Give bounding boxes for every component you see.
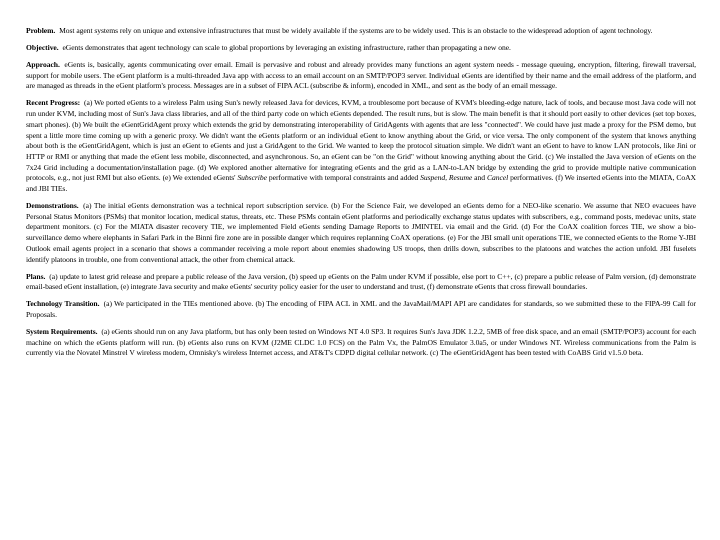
- objective-paragraph: [26, 43, 696, 54]
- plans-text: (a) update to latest grid release and prepare a public release of the Java version, (b) speed up eGents on the Palm under KVM if possible, else port to C++, (c) prepare a public release of Palm version, (d) demonstrate email-based eGent installation, (e) integrate Java security and make eGents' security policy easier for the user to understand and trust, (f) demonstrate eGents that cross firewall boundaries.: [26, 271, 696, 292]
- demonstrations-heading: Demonstrations.: [26, 201, 79, 211]
- demonstrations-text: (a) The initial eGents demonstration was a technical report subscription service. (b) For the Science Fair, we developed an eGents demo for a NEO-like scenario. We assume that NEO evacuees have Personal Status Monitors (PSMs) that monitor location, medical status, threats, etc. These PSMs contain eGent platforms and periodically exchange status updates with subscribers, e.g., command posts, medevac units, state department monitors. (c) For the MIATA disaster recovery TIE, we implemented Field eGents sending Damage Reports to JMINTEL via email and the Grid. (d) For the CoAX coalition forces TIE, we show a bio-surveillance demo where elephants in Safari Park in the Binni fire zone are in possible danger which requires replanning CoAX operations. (e) For the JBI small unit operations TIE, we connected eGents to the Rome Y-JBI Outlook email agents project in a scenario that shows a commander receiving a mole report about enemies shadowing US troops, then drills down, subscribes to the platoons and watches the action unfold. JBI fuselets identify platoons in trouble, one from conventional attack, the other from chemical attack.: [26, 201, 696, 264]
- transition-text: (a) We participated in the TIEs mentioned above. (b) The encoding of FIPA ACL in XML and the JavaMail/MAPI API are candidates for standards, so we submitted these to the FIPA-99 Call for Proposals.: [26, 299, 696, 319]
- demonstrations-paragraph: [26, 201, 696, 265]
- progress-suspend-resume-terms: Suspend, Resume: [420, 173, 473, 183]
- progress-text-1: (a) We ported eGents to a wireless Palm using Sun's newly released Java for devices, KVM, a troublesome port because of KVM's bleeding-edge nature, lack of tools, and because most Java code will not run under KVM, including most of Sun's Java class libraries, and all of the third party code on which eGents depended. The result runs, but is slow. The main benefit is that it should port easily to other devices (set top boxes, smart phones). (b) We built the eGentGridAgent proxy which extends the grid by demonstrating interoperability of GridAgents with agents that are less "connected". We could have just made a proxy for the PSM demo, but spent a little more time coming up with a generic proxy. We didn't want the eGents platform or an individual eGent to know anything about the Grid, or vice versa. The only component of the system that knows anything about both is the eGentGridAgent, which is just an eGent to eGents and just a GridAgent to the Grid. We wanted to keep the protocol situation simple. We didn't want an eGent to have to know LAN protocols, like Jini or HTTP or RMI or anything that made the eGent less mobile, disconnected, and asynchronous. So, an eGent can be "on the Grid" without knowing anything about the Grid. (c) We installed the Java version of eGents on the 7x24 Grid including a documentation/installation page. (d) We explored another alternative for integrating eGents and the grid as a LAN-to-LAN bridge by extending the grid to provide multiple native communication protocols, e.g., not just RMI but also eGents. (e) We extended eGents': [26, 98, 696, 183]
- requirements-paragraph: [26, 327, 696, 359]
- objective-text: eGents demonstrates that agent technology can scale to global proportions by leveraging an existing infrastructure, rather than propagating a new one.: [62, 43, 511, 52]
- progress-text-4: performatives. (f) We inserted eGents into the MIATA, CoAX and JBI TIEs.: [26, 173, 696, 194]
- problem-heading: Problem.: [26, 26, 56, 35]
- progress-text-2: performative with temporal constraints and added: [268, 173, 419, 183]
- requirements-heading: System Requirements.: [26, 326, 98, 336]
- approach-paragraph: [26, 60, 696, 92]
- problem-text: Most agent systems rely on unique and extensive infrastructures that must be widely available if the systems are to be widely used. This is an obstacle to the widespread adoption of agent technology.: [59, 26, 653, 35]
- plans-heading: Plans.: [26, 271, 46, 281]
- progress-cancel-term: Cancel: [486, 173, 509, 183]
- progress-heading: Recent Progress:: [26, 98, 81, 108]
- progress-subscribe-term: Subscribe: [237, 173, 267, 183]
- approach-heading: Approach.: [26, 60, 60, 69]
- progress-text-3: and: [474, 173, 485, 183]
- transition-paragraph: [26, 299, 696, 320]
- transition-heading: Technology Transition.: [26, 299, 100, 309]
- problem-paragraph: [26, 26, 696, 37]
- plans-paragraph: [26, 272, 696, 293]
- objective-heading: Objective.: [26, 43, 59, 52]
- progress-paragraph: [26, 98, 696, 194]
- approach-text: eGents is, basically, agents communicating over email. Email is pervasive and robust and already provides many functions an agent system needs - message queuing, encryption, filtering, firewall traversal, support for mobile users. The eGent platform is a multi-threaded Java app with access to an email account on an SMTP/POP3 server. Individual eGents are identified by their name and the email address of the platform, and are managed as threads in the eGent platform's process. Messages are in a subset of FIPA ACL (subscribe & inform), encoded in XML, and sent as the body of an email message.: [26, 60, 697, 91]
- requirements-text: (a) eGents should run on any Java platform, but has only been tested on Windows NT 4.0 SP3. It requires Sun's Java JDK 1.2.2, 5MB of free disk space, and an email (SMTP/POP3) account for each machine on which the eGents platform will run. (b) eGents also runs on KVM (J2ME CLDC 1.0 FCS) on the Palm Vx, the PalmOS Emulator 3.0a5, or under Windows NT. Wireless communications from the Palm is currently via the Novatel Minstrel V wireless modem, Omnisky's wireless Internet access, and AT&T's CDPD digital cellular network. (c) The eGentGridAgent has been tested with CoABS Grid v1.5.0 beta.: [26, 326, 697, 358]
